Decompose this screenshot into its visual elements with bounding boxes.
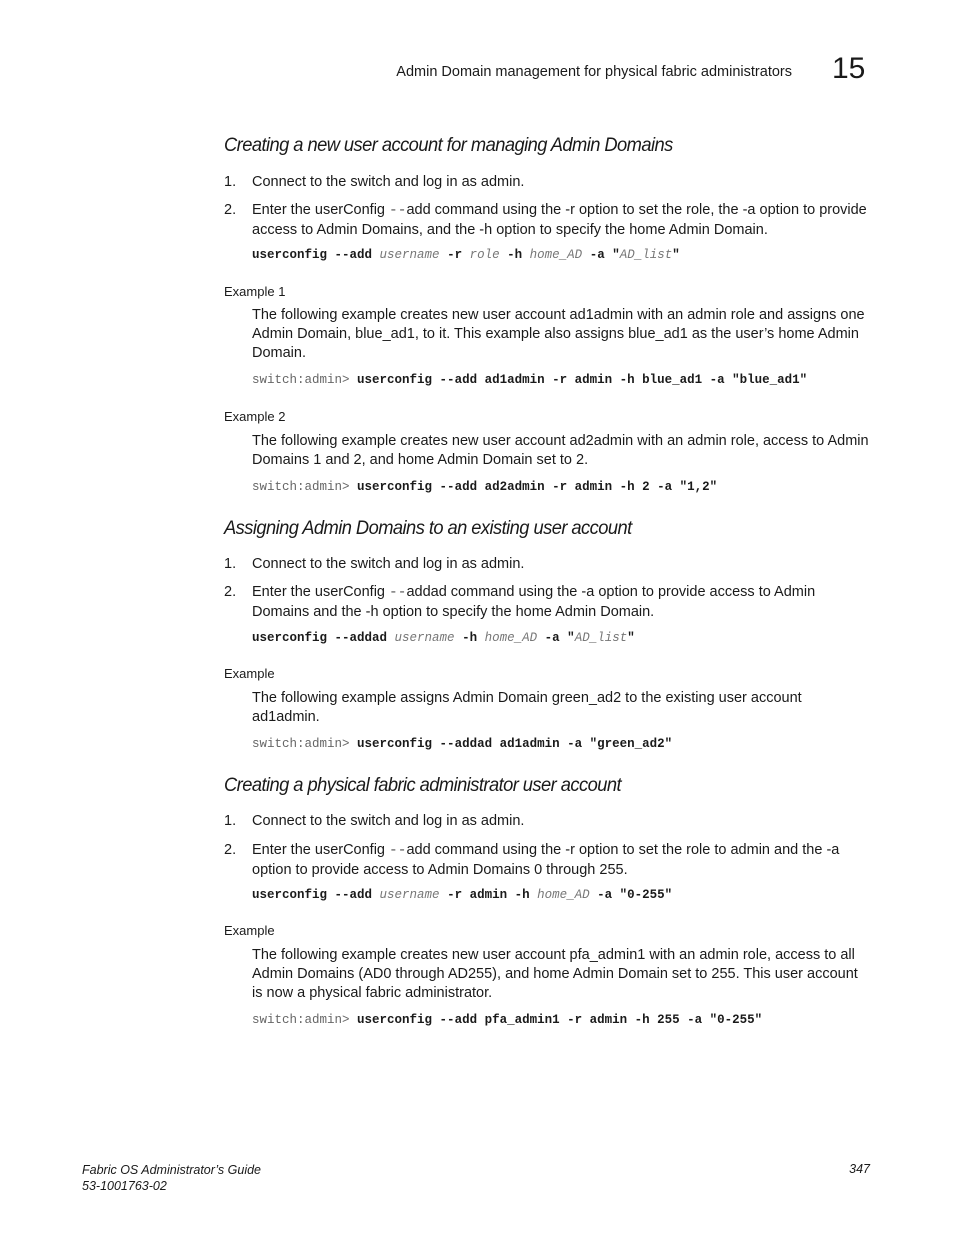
- example-command: switch:admin> userconfig --add ad2admin -r admin -h 2 -a "1,2": [252, 480, 718, 494]
- step-text: Connect to the switch and log in as admin.: [252, 174, 525, 190]
- step-text: Enter the userConfig --addad command using the -a option to provide access to Admin Domains and the -h option to specify the home Admin Domain.: [252, 584, 816, 620]
- example-label: Example: [224, 666, 275, 681]
- syntax-line: userconfig --add username -r admin -h home_AD -a "0-255": [252, 888, 673, 902]
- step-text: Connect to the switch and log in as admin.: [252, 556, 525, 572]
- section-title-create-user: Creating a new user account for managing Admin Domains: [224, 134, 673, 156]
- example-label: Example 1: [224, 284, 286, 299]
- chapter-number: 15: [832, 52, 866, 85]
- step-text: Connect to the switch and log in as admin.: [252, 813, 525, 829]
- guide-title: Fabric OS Administrator’s Guide: [82, 1163, 261, 1177]
- section2-step-2: [224, 583, 874, 621]
- step-number: 2.: [224, 202, 237, 218]
- syntax-line: userconfig --add username -r role -h home_AD -a "AD_list": [252, 248, 680, 262]
- step-text: Enter the userConfig --add command using the -r option to set the role, the -a option to provide access to Admin Domains, and the -h option to specify the home Admin Domain.: [252, 202, 867, 238]
- example-command: switch:admin> userconfig --addad ad1admin -a "green_ad2": [252, 737, 673, 751]
- page-number: 347: [849, 1162, 870, 1176]
- section3-step-1: [224, 812, 874, 831]
- step-text: Enter the userConfig --add command using the -r option to set the role to admin and the -a option to provide access to Admin Domains 0 through 255.: [252, 842, 840, 878]
- example-description: The following example assigns Admin Domain green_ad2 to the existing user account ad1admin.: [252, 690, 802, 725]
- footer-document-info: [82, 1162, 261, 1194]
- example-label: Example 2: [224, 409, 286, 424]
- section2-step-1: [224, 555, 874, 574]
- document-number: 53-1001763-02: [82, 1179, 167, 1193]
- command-name: userConfig: [314, 842, 385, 858]
- example-command: switch:admin> userconfig --add ad1admin -r admin -h blue_ad1 -a "blue_ad1": [252, 373, 808, 387]
- section3-step-2: [224, 841, 874, 879]
- command-name: userConfig: [314, 202, 385, 218]
- step-number: 2.: [224, 584, 237, 600]
- example-description: The following example creates new user account pfa_admin1 with an admin role, access to all Admin Domains (AD0 through AD255), and home Admin Domain set to 255. This user account is now a physical fabric administrator.: [252, 947, 858, 1001]
- section1-step-2: [224, 201, 874, 239]
- section-title-physical-fabric-admin: Creating a physical fabric administrator user account: [224, 774, 621, 796]
- example-description: The following example creates new user account ad1admin with an admin role and assigns one Admin Domain, blue_ad1, to it. This example also assigns blue_ad1 as the user’s home Admin Domain.: [252, 307, 865, 361]
- example-description: The following example creates new user account ad2admin with an admin role, access to Admin Domains 1 and 2, and home Admin Domain set to 2.: [252, 433, 869, 468]
- running-header: Admin Domain management for physical fabric administrators: [396, 64, 792, 80]
- example-command: switch:admin> userconfig --add pfa_admin1 -r admin -h 255 -a "0-255": [252, 1013, 763, 1027]
- step-number: 2.: [224, 842, 237, 858]
- step-number: 1.: [224, 813, 237, 829]
- step-number: 1.: [224, 174, 237, 190]
- command-name: userConfig: [314, 584, 385, 600]
- step-number: 1.: [224, 556, 237, 572]
- section1-step-1: [224, 173, 874, 192]
- example-label: Example: [224, 923, 275, 938]
- section-title-assign-domains: Assigning Admin Domains to an existing user account: [224, 517, 632, 539]
- syntax-line: userconfig --addad username -h home_AD -a "AD_list": [252, 631, 635, 645]
